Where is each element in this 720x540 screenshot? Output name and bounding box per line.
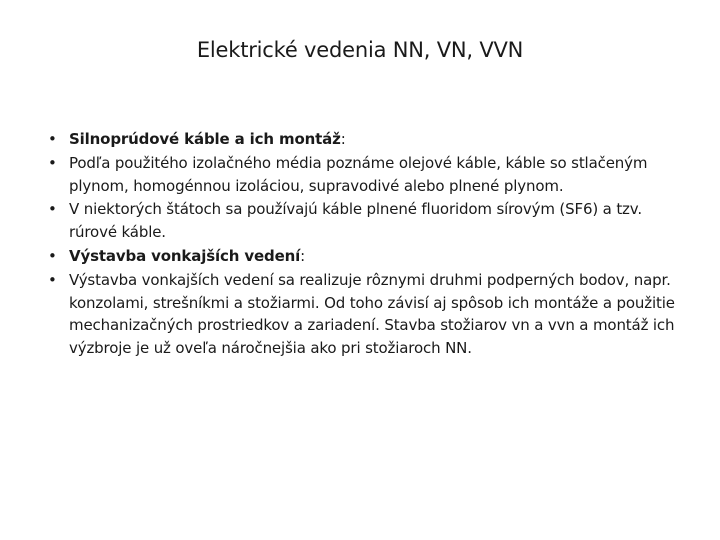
bullet-bold-text: Výstavba vonkajších vedení bbox=[69, 246, 301, 265]
bullet-list bbox=[48, 128, 678, 361]
bullet-icon: • bbox=[48, 200, 57, 219]
bullet-icon: • bbox=[48, 153, 57, 172]
bullet-icon: • bbox=[48, 130, 57, 148]
bullet-item-overhead-construction bbox=[48, 269, 678, 360]
bullet-item-sf6-cables bbox=[48, 198, 678, 244]
bullet-item-insulation-types bbox=[48, 152, 678, 198]
bullet-bold-text: Silnoprúdové káble a ich montáž bbox=[69, 130, 341, 148]
bullet-icon: • bbox=[48, 270, 57, 289]
bullet-text: : bbox=[300, 246, 306, 265]
bullet-icon: • bbox=[48, 246, 57, 265]
bullet-item-overhead-heading bbox=[48, 245, 678, 268]
bullet-item-cables-heading bbox=[48, 128, 678, 151]
bullet-text: V niektorých štátoch sa používajú káble plnené fluoridom sírovým (SF6) a tzv. rúrové káble. bbox=[69, 200, 642, 242]
bullet-text: Podľa použitého izolačného média poznáme olejové káble, káble so stlačeným plynom, homogénnou izoláciou, supravodivé alebo plnené plynom. bbox=[69, 153, 648, 195]
bullet-text: : bbox=[340, 130, 346, 148]
bullet-text: Výstavba vonkajších vedení sa realizuje rôznymi druhmi podperných bodov, napr. konzolami, strešníkmi a stožiarmi. Od toho závisí aj spôsob ich montáže a použitie mechanizačných prostriedkov a zariadení. Stavba stožiarov vn a vvn a montáž ich výzbroje je už oveľa náročnejšia ako pri stožiaroch NN. bbox=[69, 270, 675, 358]
slide-title: Elektrické vedenia NN, VN, VVN bbox=[196, 38, 524, 62]
